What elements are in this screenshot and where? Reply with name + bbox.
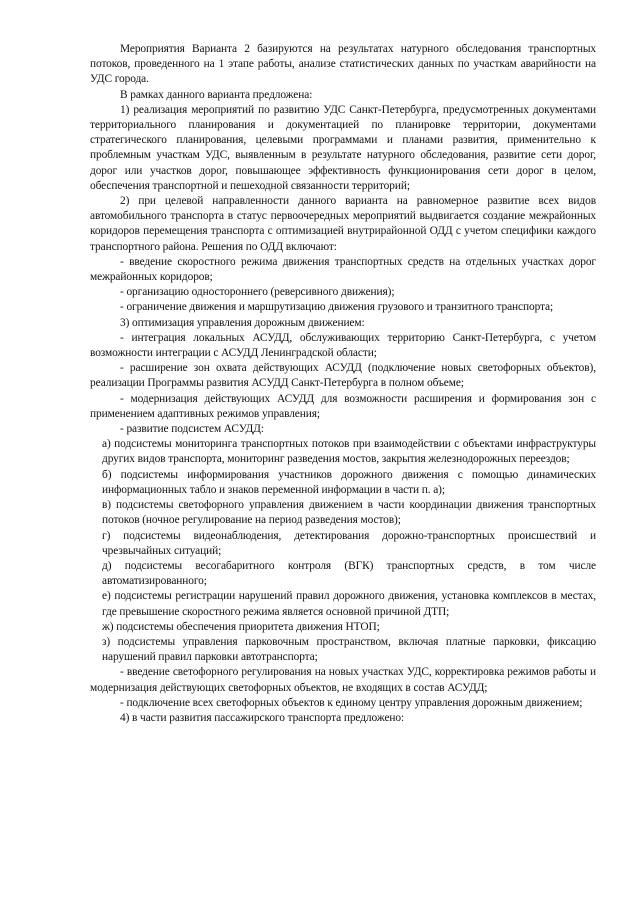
paragraph-item-2: 2) при целевой направленности данного варианта на равномерное развитие всех видов автомобильного транспорта в статус первоочередных мероприятий выдвигается создание межрайонных коридоров перемещения транспорта с оптимизацией внутрирайонной ОДД с учетом специфики каждого транспортного района. Решения по ОДД включают: [90,195,596,253]
bullet-asudd-subsystems: - развитие подсистем АСУДД: [120,423,264,436]
bullet-central-control: - подключение всех светофорных объектов к единому центру управления дорожным движением; [120,696,583,709]
document-page [90,42,596,726]
subitem-z: з) подсистемы управления парковочным пространством, включая платные парковки, фиксацию нарушений правил парковки автотранспорта; [102,635,596,664]
paragraph-item-1: 1) реализация мероприятий по развитию УДС Санкт-Петербурга, предусмотренных документами территориального планирования и документацией по планировке территории, документами стратегического планирования, целевыми программами и планами развития, применительно к проблемным участкам УДС, выявленным в результате натурного обследования, развитие сети дорог, дорог или участков дорог, повышающее эффективность функционирования сети дорог в целом, обеспечения транспортной и пешеходной связанности территорий; [90,103,596,192]
bullet-speed-regime: - введение скоростного режима движения транспортных средств на отдельных участках дорог межрайонных коридоров; [90,255,596,284]
subitem-a: а) подсистемы мониторинга транспортных потоков при взаимодействии с объектами инфраструктуры других видов транспорта, мониторинг разведения мостов, закрытия железнодорожных переездов; [102,438,596,466]
subitem-e: е) подсистемы регистрации нарушений правил дорожного движения, установка комплексов в местах, где превышение скоростного режима является основной причиной ДТП; [102,590,596,618]
bullet-asudd-expansion: - расширение зон охвата действующих АСУДД (подключение новых светофорных объектов), реализации Программы развития АСУДД Санкт-Петербурга в полном объеме; [90,362,596,390]
bullet-one-way: - организацию одностороннего (реверсивного движения); [120,286,395,299]
bullet-asudd-modernization: - модернизация действующих АСУДД для возможности расширения и формирования зон с применением адаптивных режимов управления; [90,392,596,420]
subitem-g: г) подсистемы видеонаблюдения, детектирования дорожно-транспортных происшествий и чрезвычайных ситуаций; [102,529,596,557]
bullet-freight-restriction: - ограничение движения и маршрутизацию движения грузового и транзитного транспорта; [120,301,554,314]
subitem-b: б) подсистемы информирования участников дорожного движения с помощью динамических информационных табло и знаков переменной информации в части п. а); [102,468,596,496]
subitem-zh: ж) подсистемы обеспечения приоритета движения НТОП; [102,620,380,633]
paragraph-item-4: 4) в части развития пассажирского транспорта предложено: [120,711,405,724]
paragraph-lead: В рамках данного варианта предложена: [120,88,313,101]
paragraph-item-3: 3) оптимизация управления дорожным движением: [120,316,365,329]
paragraph-intro: Мероприятия Варианта 2 базируются на результатах натурного обследования транспортных потоков, проведенного на 1 этапе работы, анализе статистических данных по участкам аварийности на УДС города. [90,43,596,86]
bullet-new-signals: - введение светофорного регулирования на новых участках УДС, корректировка режимов работы и модернизация действующих светофорных объектов, не входящих в состав АСУДД; [90,666,596,694]
subitem-d: д) подсистемы весогабаритного контроля (ВГК) транспортных средств, в том числе автоматизированного; [102,559,596,588]
subitem-v: в) подсистемы светофорного управления движением в части координации движения транспортных потоков (ночное регулирование на период разведения мостов); [102,499,596,527]
bullet-asudd-integration: - интеграция локальных АСУДД, обслуживающих территорию Санкт-Петербурга, с учетом возможности интеграции с АСУДД Ленинградской области; [90,331,596,360]
